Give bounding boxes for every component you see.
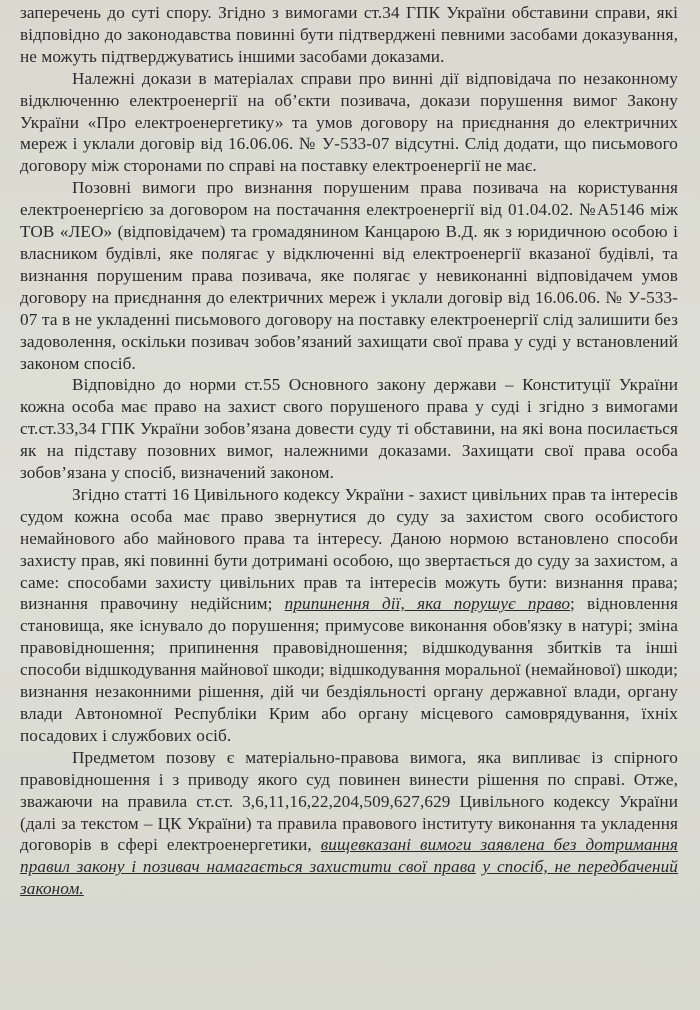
paragraph-text: заперечень до суті спору. Згідно з вимогами ст.34 ГПК України обставини справи, які відповідно до законодавства повинні бути підтверджені певними засобами доказування, не можуть підтверджуватись іншими засобами доказами. <box>20 3 678 66</box>
paragraph-text: Належні докази в матеріалах справи про винні дії відповідача по незаконному відключенню електроенергії на об’єкти позивача, докази порушення вимог Закону України «Про електроенергетику» та умов договору на приєднання до електричних мереж і уклали договір від 16.06.06. № У-533-07 відсутні. Слід додати, що письмового договору між сторонами по справі на поставку електроенергії не має. <box>20 68 678 176</box>
paragraph <box>20 747 678 900</box>
paragraph <box>20 484 678 747</box>
paragraph-text <box>476 857 483 876</box>
underlined-emphasis: вищевказані вимоги заявлена без дотримання правил закону і позивач намагається захистити свої права <box>20 835 678 877</box>
paragraph <box>20 2 678 68</box>
underlined-emphasis: припинення дії, яка порушує право <box>284 594 571 614</box>
paragraph-text: Предметом позову є матеріально-правова вимога, яка випливає із спірного правовідношення і з приводу якого суд повинен винести рішення по справі. Отже, зважаючи на правила ст.ст. 3,6,11,16,22,204,509,627,629 Цивільного кодексу України (далі за текстом – ЦК України) та правила правового інституту виконання та укладення договорів в сфері електроенергетики, <box>20 747 678 855</box>
paragraph <box>20 68 678 178</box>
paragraph-text: ; відновлення становища, яке існувало до порушення; примусове виконання обов'язку в натурі; зміна правовідношення; припинення правовідношення; відшкодування збитків та інші способи відшкодування майнової шкоди; відшкодування моральної (немайнової) шкоди; визнання незаконними рішення, дій чи бездіяльності органу державної влади, органу влади Автономної Республіки Крим або органу місцевого самоврядування, їхніх посадових і службових осіб. <box>20 594 678 745</box>
paragraph-text: Відповідно до норми ст.55 Основного закону держави – Конституції України кожна особа має право на захист свого порушеного права у суді і згідно з вимогами ст.ст.33,34 ГПК України зобов’язана довести суду ті обставини, на які вона посилається як на підставу позовних вимог, належними доказами. Захищати свої права особа зобов’язана у спосіб, визначений законом. <box>20 375 678 483</box>
document-body <box>20 2 678 900</box>
paragraph-text: Згідно статті 16 Цивільного кодексу України - захист цивільних прав та інтересів судом кожна особа має право звернутися до суду за захистом свого особистого немайнового або майнового права та інтересу. Даною нормою встановлено способи захисту прав, які повинні бути дотримані особою, що звертається до суду за захистом, а саме: способами захисту цивільних прав та інтересів можуть бути: визнання права; визнання правочину недійсним; <box>20 484 678 614</box>
paragraph <box>20 374 678 484</box>
paragraph-text: Позовні вимоги про визнання порушеним права позивача на користування електроенергією за договором на постачання електроенергії від 01.04.02. №А5146 між ТОВ «ЛЕО» (відповідачем) та громадянином Канцарою В.Д. як з юридичною особою і власником будівлі, яке полягає у відключенні від електроенергії вказаної будівлі, та визнання порушеним права позивача, яке полягає у невиконанні відповідачем умов договору на приєднання до електричних мереж і уклали договір від 16.06.06. № У-533-07 та в не укладенні письмового договору на поставку електроенергії слід залишити без задоволення, оскільки позивач зобов’язаний захищати свої права у суді у встановлений законом спосіб. <box>20 178 678 373</box>
paragraph <box>20 177 678 374</box>
underlined-emphasis: у спосіб, не передбачений законом. <box>20 857 678 899</box>
